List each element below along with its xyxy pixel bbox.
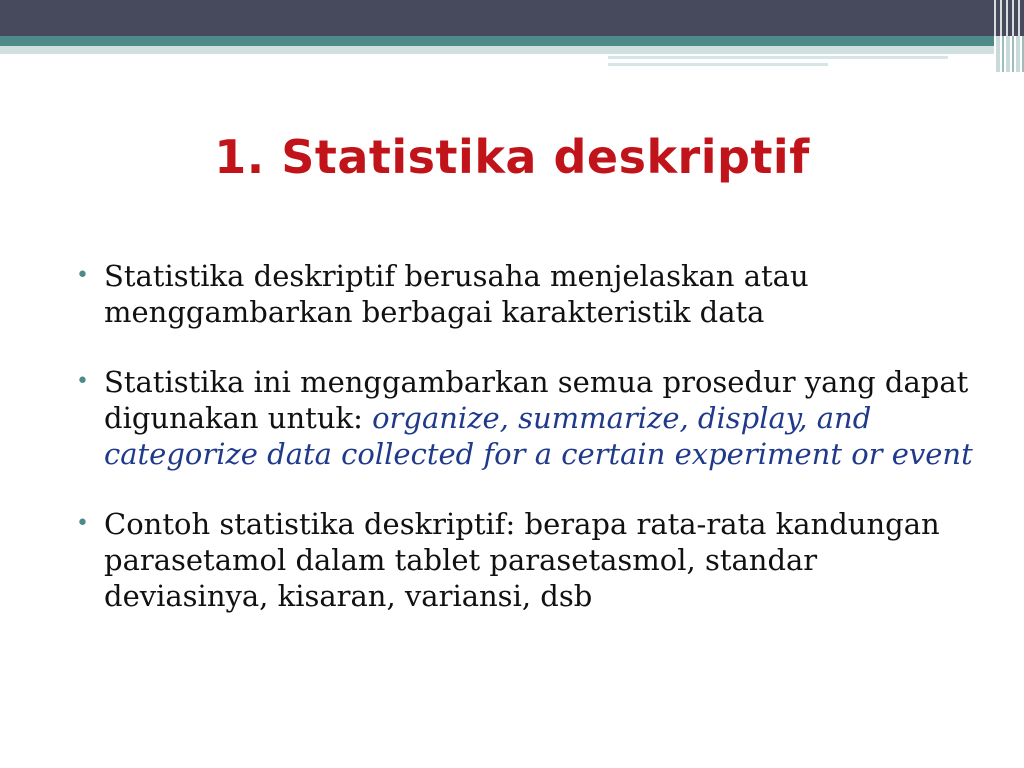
bullet-emphasis-text: organize, summarize, display, and categorize data collected for a certain experiment or event	[104, 401, 973, 471]
bullet-list	[76, 258, 976, 648]
bullet-item-2	[76, 364, 976, 472]
bullet-icon: •	[76, 263, 89, 288]
bullet-item-1	[76, 258, 976, 330]
header-band-teal	[0, 36, 1024, 46]
bullet-icon: •	[76, 511, 89, 536]
bullet-text: Contoh statistika deskriptif: berapa rata-rata kandungan parasetamol dalam tablet parasetasmol, standar deviasinya, kisaran, variansi, dsb	[104, 507, 940, 613]
bullet-item-3	[76, 506, 976, 614]
bullet-icon: •	[76, 369, 89, 394]
bullet-text: Statistika ini menggambarkan semua prosedur yang dapat digunakan untuk:	[104, 365, 969, 435]
bullet-text: Statistika deskriptif berusaha menjelaskan atau menggambarkan berbagai karakteristik data	[104, 259, 809, 329]
header-band-dark	[0, 0, 1024, 36]
header-corner-stripes-dark	[994, 0, 1024, 36]
header-band-light	[0, 46, 1024, 54]
header-accent-line-short	[608, 63, 828, 66]
header-accent-line	[608, 56, 948, 59]
slide-title: 1. Statistika deskriptif	[214, 130, 810, 184]
